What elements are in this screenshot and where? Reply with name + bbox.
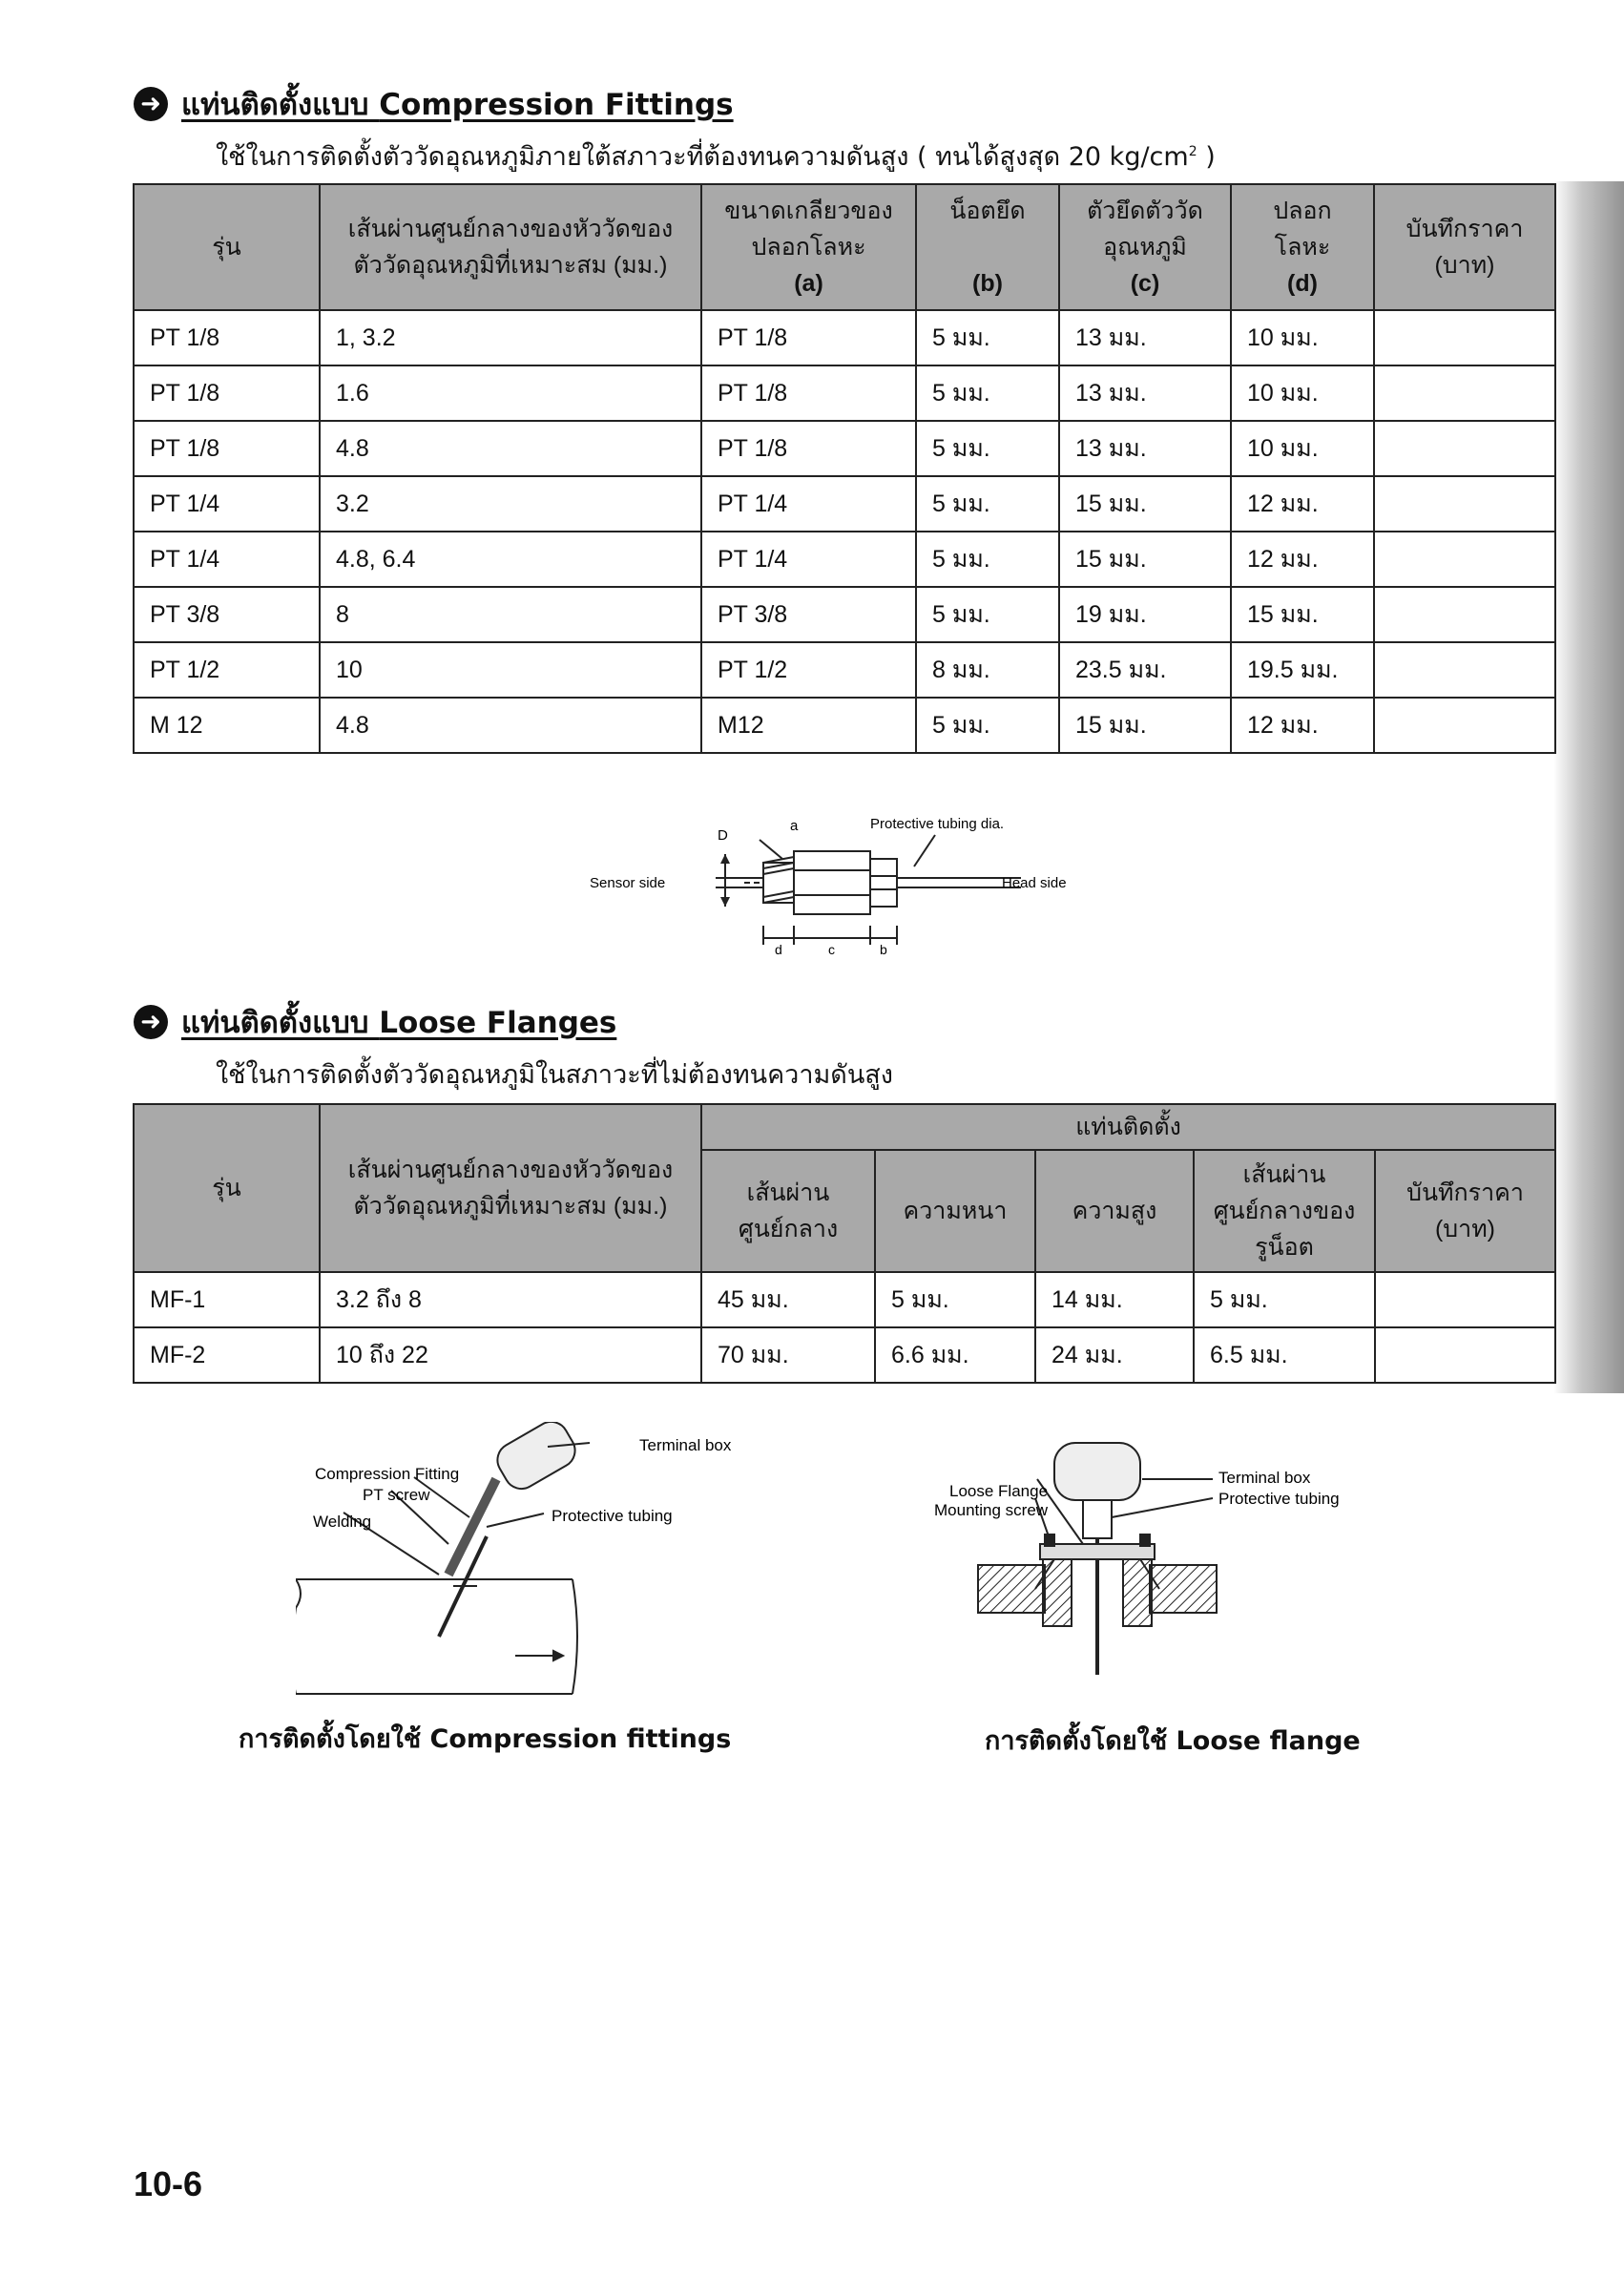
loose-title-th: แท่นติดตั้งแบบ	[181, 1006, 369, 1040]
caption-loose-flange: การติดตั้งโดยใช้ Loose flange	[985, 1726, 1361, 1756]
cell-model: PT 1/8	[134, 365, 320, 421]
cell-sleeve: 15 มม.	[1231, 587, 1374, 642]
cell-nut: 5 มม.	[916, 698, 1059, 753]
scan-shadow-edge	[1553, 181, 1624, 1393]
header-sleeve-label: ปลอกโลหะ	[1273, 198, 1332, 261]
label-compression-fitting: Compression Fitting	[315, 1465, 460, 1483]
cell-sleeve: 12 มม.	[1231, 698, 1374, 753]
cell-outer-dia: 45 มม.	[701, 1272, 875, 1327]
loose-header-hole-dia: เส้นผ่านศูนย์กลางของรูน็อต	[1194, 1150, 1375, 1272]
compression-subtitle-text: ใช้ในการติดตั้งตัววัดอุณหภูมิภายใต้สภาวะที่ต้องทนความดันสูง ( ทนได้สูงสุด 20 kg/cm	[216, 142, 1189, 172]
label-pt-screw: PT screw	[363, 1486, 430, 1504]
cell-diameter: 3.2	[320, 476, 701, 532]
page-number: 10-6	[134, 2164, 203, 2203]
cell-model: PT 1/8	[134, 310, 320, 365]
cell-nut: 5 มม.	[916, 587, 1059, 642]
table-row	[134, 1272, 1555, 1327]
table-row	[134, 476, 1555, 532]
table-row	[134, 1327, 1555, 1383]
loose-header-height: ความสูง	[1035, 1150, 1194, 1272]
cell-price[interactable]	[1374, 476, 1555, 532]
compression-subtitle	[216, 136, 1216, 177]
diagram-dim-d: d	[775, 942, 782, 957]
header-holder-code: (c)	[1130, 270, 1160, 297]
cell-price[interactable]	[1374, 310, 1555, 365]
cell-hole-dia: 5 มม.	[1194, 1272, 1375, 1327]
loose-header-model: รุ่น	[134, 1104, 320, 1272]
loose-header-price: บันทึกราคา (บาท)	[1375, 1150, 1555, 1272]
cell-model: MF-1	[134, 1272, 320, 1327]
label-welding: Welding	[313, 1513, 372, 1531]
loose-section-heading	[134, 998, 616, 1046]
cell-price[interactable]	[1374, 532, 1555, 587]
label-protective-tubing-right: Protective tubing	[1218, 1490, 1340, 1508]
arrow-bullet-icon: ➜	[134, 1005, 168, 1039]
cell-diameter: 4.8, 6.4	[320, 532, 701, 587]
table-row	[134, 587, 1555, 642]
cell-model: PT 3/8	[134, 587, 320, 642]
cell-diameter: 10 ถึง 22	[320, 1327, 701, 1383]
header-thread-code: (a)	[794, 270, 823, 297]
header-price: บันทึกราคา (บาท)	[1374, 184, 1555, 310]
cell-model: PT 1/8	[134, 421, 320, 476]
diagram-label-D: D	[718, 827, 728, 844]
cell-diameter: 4.8	[320, 421, 701, 476]
loose-flange-installation-figure	[921, 1422, 1417, 1708]
compression-subtitle-end: )	[1197, 142, 1216, 172]
loose-heading-text	[181, 998, 616, 1046]
label-protective-tubing-left: Protective tubing	[552, 1507, 673, 1525]
cell-thread: PT 1/8	[701, 421, 916, 476]
loose-header-outer-dia: เส้นผ่านศูนย์กลาง	[701, 1150, 875, 1272]
cell-thread: PT 3/8	[701, 587, 916, 642]
loose-header-thickness: ความหนา	[875, 1150, 1035, 1272]
cell-thickness: 5 มม.	[875, 1272, 1035, 1327]
label-loose-flange: Loose Flange	[949, 1482, 1049, 1500]
cell-thread: PT 1/4	[701, 532, 916, 587]
cell-height: 24 มม.	[1035, 1327, 1194, 1383]
cell-holder: 13 มม.	[1059, 421, 1231, 476]
cell-holder: 15 มม.	[1059, 698, 1231, 753]
header-thread-label: ขนาดเกลียวของปลอกโลหะ	[724, 198, 893, 261]
arrow-bullet-icon: ➜	[134, 87, 168, 121]
caption-compression: การติดตั้งโดยใช้ Compression fittings	[239, 1724, 732, 1754]
header-holder	[1059, 184, 1231, 310]
cell-model: PT 1/2	[134, 642, 320, 698]
cell-thread: PT 1/8	[701, 365, 916, 421]
compression-subtitle-sup: 2	[1188, 144, 1197, 159]
cell-thread: PT 1/2	[701, 642, 916, 698]
cell-model: MF-2	[134, 1327, 320, 1383]
label-terminal-box-left: Terminal box	[639, 1436, 732, 1454]
cell-height: 14 มม.	[1035, 1272, 1194, 1327]
cell-outer-dia: 70 มม.	[701, 1327, 875, 1383]
header-nut-label: น็อตยึด	[949, 198, 1026, 224]
loose-flanges-table	[133, 1103, 1556, 1384]
cell-thread: PT 1/8	[701, 310, 916, 365]
table-row	[134, 421, 1555, 476]
cell-nut: 5 มม.	[916, 476, 1059, 532]
cell-nut: 8 มม.	[916, 642, 1059, 698]
diagram-dim-b: b	[880, 942, 887, 957]
cell-holder: 15 มม.	[1059, 532, 1231, 587]
cell-price[interactable]	[1374, 642, 1555, 698]
header-sleeve	[1231, 184, 1374, 310]
diagram-label-sensor-side: Sensor side	[590, 875, 666, 891]
compression-section-heading	[134, 80, 734, 128]
loose-header-diameter: เส้นผ่านศูนย์กลางของหัววัดของตัววัดอุณหภูมิที่เหมาะสม (มม.)	[320, 1104, 701, 1272]
cell-price[interactable]	[1374, 698, 1555, 753]
cell-diameter: 3.2 ถึง 8	[320, 1272, 701, 1327]
table-row	[134, 310, 1555, 365]
cell-holder: 13 มม.	[1059, 365, 1231, 421]
cell-diameter: 4.8	[320, 698, 701, 753]
header-nut-code: (b)	[972, 270, 1003, 297]
cell-sleeve: 12 มม.	[1231, 532, 1374, 587]
cell-nut: 5 มม.	[916, 532, 1059, 587]
cell-thread: M12	[701, 698, 916, 753]
compression-title-th: แท่นติดตั้งแบบ	[181, 88, 369, 122]
diagram-label-a: a	[790, 818, 799, 834]
loose-header-group: แท่นติดตั้ง	[701, 1104, 1555, 1150]
diagram-label-protective-dia: Protective tubing dia.	[870, 816, 1005, 832]
cell-holder: 13 มม.	[1059, 310, 1231, 365]
cell-diameter: 1, 3.2	[320, 310, 701, 365]
cell-holder: 19 มม.	[1059, 587, 1231, 642]
header-nut	[916, 184, 1059, 310]
cell-diameter: 8	[320, 587, 701, 642]
cell-sleeve: 19.5 มม.	[1231, 642, 1374, 698]
diagram-label-head-side: Head side	[1002, 875, 1067, 891]
header-sleeve-code: (d)	[1287, 270, 1318, 297]
cell-holder: 15 มม.	[1059, 476, 1231, 532]
label-terminal-box-right: Terminal box	[1218, 1469, 1311, 1487]
cell-model: M 12	[134, 698, 320, 753]
compression-installation-figure	[296, 1422, 792, 1708]
diagram-dim-c: c	[828, 942, 835, 957]
cell-thickness: 6.6 มม.	[875, 1327, 1035, 1383]
header-holder-label: ตัวยึดตัววัดอุณหภูมิ	[1087, 198, 1203, 261]
loose-title-en: Loose Flanges	[379, 1006, 617, 1040]
cell-model: PT 1/4	[134, 532, 320, 587]
cell-sleeve: 10 มม.	[1231, 365, 1374, 421]
cell-diameter: 1.6	[320, 365, 701, 421]
cell-sleeve: 10 มม.	[1231, 310, 1374, 365]
cell-thread: PT 1/4	[701, 476, 916, 532]
cell-nut: 5 มม.	[916, 421, 1059, 476]
compression-fittings-table	[133, 183, 1556, 754]
table-row	[134, 642, 1555, 698]
cell-price[interactable]	[1374, 365, 1555, 421]
table-row	[134, 698, 1555, 753]
cell-nut: 5 มม.	[916, 365, 1059, 421]
cell-price[interactable]	[1374, 421, 1555, 476]
compression-heading-text	[181, 80, 734, 128]
loose-subtitle: ใช้ในการติดตั้งตัววัดอุณหภูมิในสภาวะที่ไม่ต้องทนความดันสูง	[216, 1060, 893, 1090]
table-row	[134, 365, 1555, 421]
cell-diameter: 10	[320, 642, 701, 698]
cell-sleeve: 10 มม.	[1231, 421, 1374, 476]
cell-price[interactable]	[1375, 1327, 1555, 1383]
cell-price[interactable]	[1374, 587, 1555, 642]
table-row	[134, 532, 1555, 587]
header-thread	[701, 184, 916, 310]
cell-holder: 23.5 มม.	[1059, 642, 1231, 698]
compression-title-en: Compression Fittings	[379, 88, 734, 122]
cell-price[interactable]	[1375, 1272, 1555, 1327]
cell-hole-dia: 6.5 มม.	[1194, 1327, 1375, 1383]
cell-nut: 5 มม.	[916, 310, 1059, 365]
header-model: รุ่น	[134, 184, 320, 310]
compression-fitting-dimension-diagram	[573, 802, 1107, 964]
header-diameter: เส้นผ่านศูนย์กลางของหัววัดของตัววัดอุณหภูมิที่เหมาะสม (มม.)	[320, 184, 701, 310]
label-mounting-screw: Mounting screw	[934, 1501, 1049, 1519]
cell-sleeve: 12 มม.	[1231, 476, 1374, 532]
cell-model: PT 1/4	[134, 476, 320, 532]
